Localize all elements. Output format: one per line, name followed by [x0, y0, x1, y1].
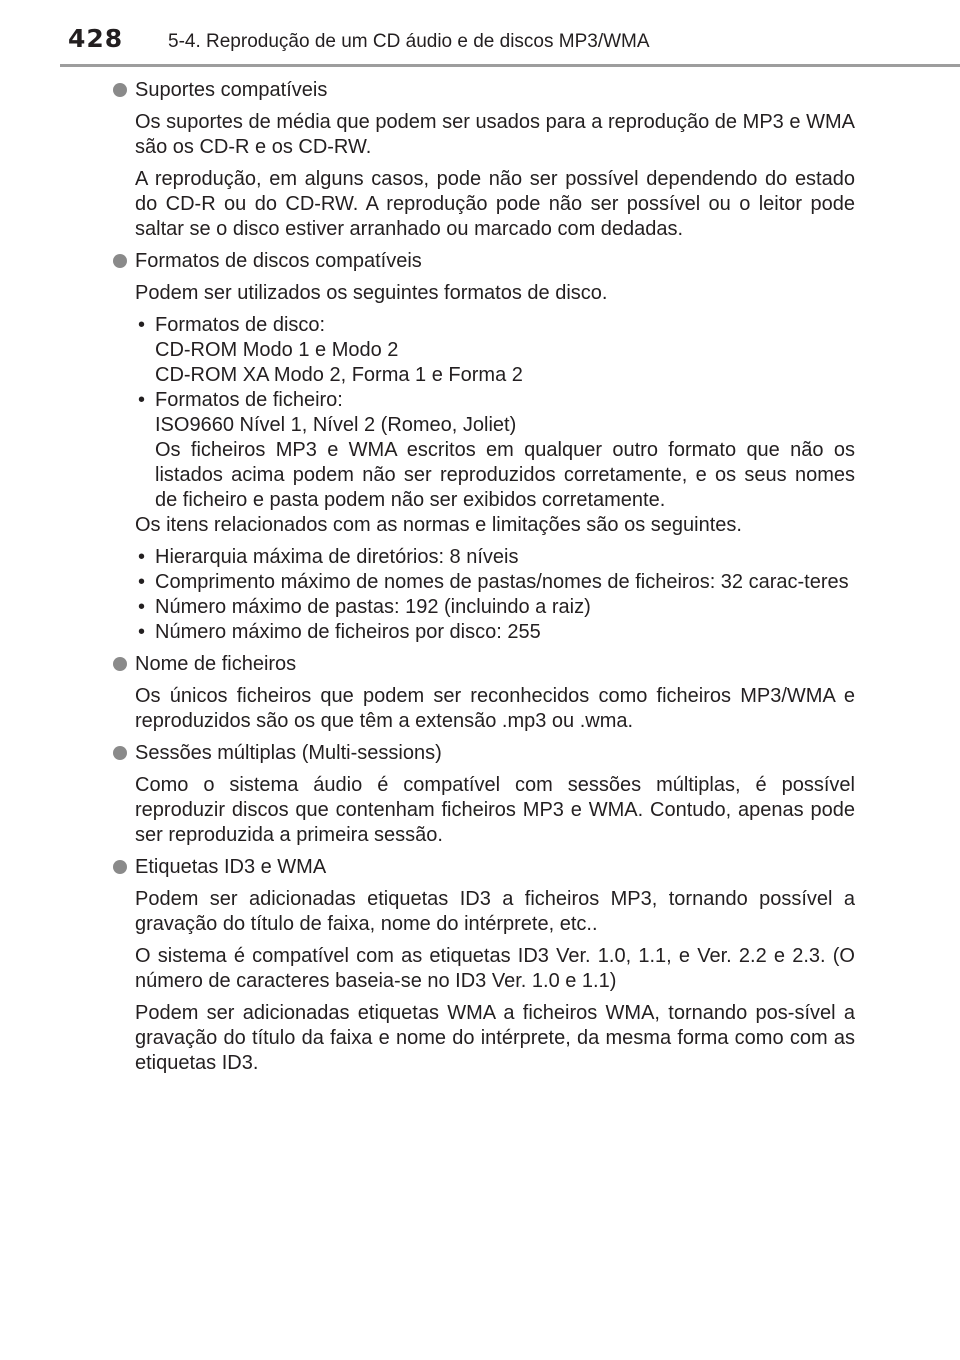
section-heading	[113, 249, 855, 274]
list-item	[135, 595, 855, 620]
list-item-text: Hierarquia máxima de diretórios: 8 níveis	[155, 546, 519, 568]
header-rule	[60, 64, 960, 67]
paragraph: Os itens relacionados com as normas e limitações são os seguintes.	[135, 514, 742, 536]
page-number: 428	[68, 24, 124, 53]
paragraph: O sistema é compatível com as etiquetas ID3 Ver. 1.0, 1.1, e Ver. 2.2 e 2.3. (O número de caracteres baseia-se no ID3 Ver. 1.0 e 1.1)	[135, 945, 855, 992]
section-heading	[113, 855, 855, 880]
list-item-line: ISO9660 Nível 1, Nível 2 (Romeo, Joliet)	[155, 414, 517, 436]
section-heading	[113, 652, 855, 677]
dot-bullet-icon: •	[138, 596, 146, 618]
section-multi-sessions	[113, 741, 855, 848]
circle-bullet-icon	[113, 860, 127, 874]
list-item	[135, 313, 855, 388]
section-file-names	[113, 652, 855, 734]
dot-bullet-icon: •	[138, 571, 146, 593]
section-id3-wma-tags	[113, 855, 855, 1076]
section-heading	[113, 741, 855, 766]
circle-bullet-icon	[113, 83, 127, 97]
list-item	[135, 570, 855, 595]
paragraph: Podem ser utilizados os seguintes formatos de disco.	[135, 282, 608, 304]
dot-bullet-icon: •	[138, 314, 146, 336]
section-title: Nome de ficheiros	[135, 653, 297, 675]
section-title: Sessões múltiplas (Multi-sessions)	[135, 742, 442, 764]
paragraph: Os únicos ficheiros que podem ser reconhecidos como ficheiros MP3/WMA e reproduzidos são os que têm a extensão .mp3 ou .wma.	[135, 685, 855, 732]
list-item-text: Número máximo de ficheiros por disco: 255	[155, 621, 541, 643]
paragraph: Os suportes de média que podem ser usados para a reprodução de MP3 e WMA são os CD-R e os CD-RW.	[135, 111, 855, 158]
list-item-label: Formatos de disco:	[155, 314, 326, 336]
section-heading	[113, 78, 855, 103]
list-item-label: Formatos de ficheiro:	[155, 389, 343, 411]
paragraph: A reprodução, em alguns casos, pode não ser possível dependendo do estado do CD-R ou do CD-RW. A reprodução pode não ser possível ou o leitor pode saltar se o disco estiver arranhado ou marcado com dedadas.	[135, 168, 855, 240]
section-title: Suportes compatíveis	[135, 79, 328, 101]
section-title: Formatos de discos compatíveis	[135, 250, 422, 272]
list-item	[135, 388, 855, 513]
list-item-line: Os ficheiros MP3 e WMA escritos em qualquer outro formato que não os listados acima podem não ser reproduzidos corretamente, e os seus nomes de ficheiro e pasta podem não ser exibidos corretamente.	[155, 439, 855, 511]
list-item-text: Comprimento máximo de nomes de pastas/nomes de ficheiros: 32 carac-teres	[155, 571, 849, 593]
list-item	[135, 545, 855, 570]
dot-bullet-icon: •	[138, 389, 146, 411]
list-item-text: Número máximo de pastas: 192 (incluindo a raiz)	[155, 596, 591, 618]
list-item-line: CD-ROM XA Modo 2, Forma 1 e Forma 2	[155, 364, 523, 386]
dot-bullet-icon: •	[138, 621, 146, 643]
section-disc-formats	[113, 249, 855, 652]
format-list	[135, 313, 855, 513]
section-title: Etiquetas ID3 e WMA	[135, 856, 327, 878]
section-compatible-media	[113, 78, 855, 242]
circle-bullet-icon	[113, 254, 127, 268]
list-item-line: CD-ROM Modo 1 e Modo 2	[155, 339, 399, 361]
list-item	[135, 620, 855, 645]
chapter-title: 5-4. Reprodução de um CD áudio e de discos MP3/WMA	[168, 31, 650, 52]
circle-bullet-icon	[113, 746, 127, 760]
paragraph: Como o sistema áudio é compatível com sessões múltiplas, é possível reproduzir discos que contenham ficheiros MP3 e WMA. Contudo, apenas pode ser reproduzida a primeira sessão.	[135, 774, 855, 846]
paragraph: Podem ser adicionadas etiquetas ID3 a ficheiros MP3, tornando possível a gravação do título de faixa, nome do intérprete, etc..	[135, 888, 855, 935]
page-header	[0, 0, 960, 66]
circle-bullet-icon	[113, 657, 127, 671]
page-content	[113, 78, 855, 1083]
paragraph: Podem ser adicionadas etiquetas WMA a ficheiros WMA, tornando pos-sível a gravação do título da faixa e nome do intérprete, da mesma forma como com as etiquetas ID3.	[135, 1002, 855, 1074]
dot-bullet-icon: •	[138, 546, 146, 568]
limits-list	[135, 545, 855, 645]
